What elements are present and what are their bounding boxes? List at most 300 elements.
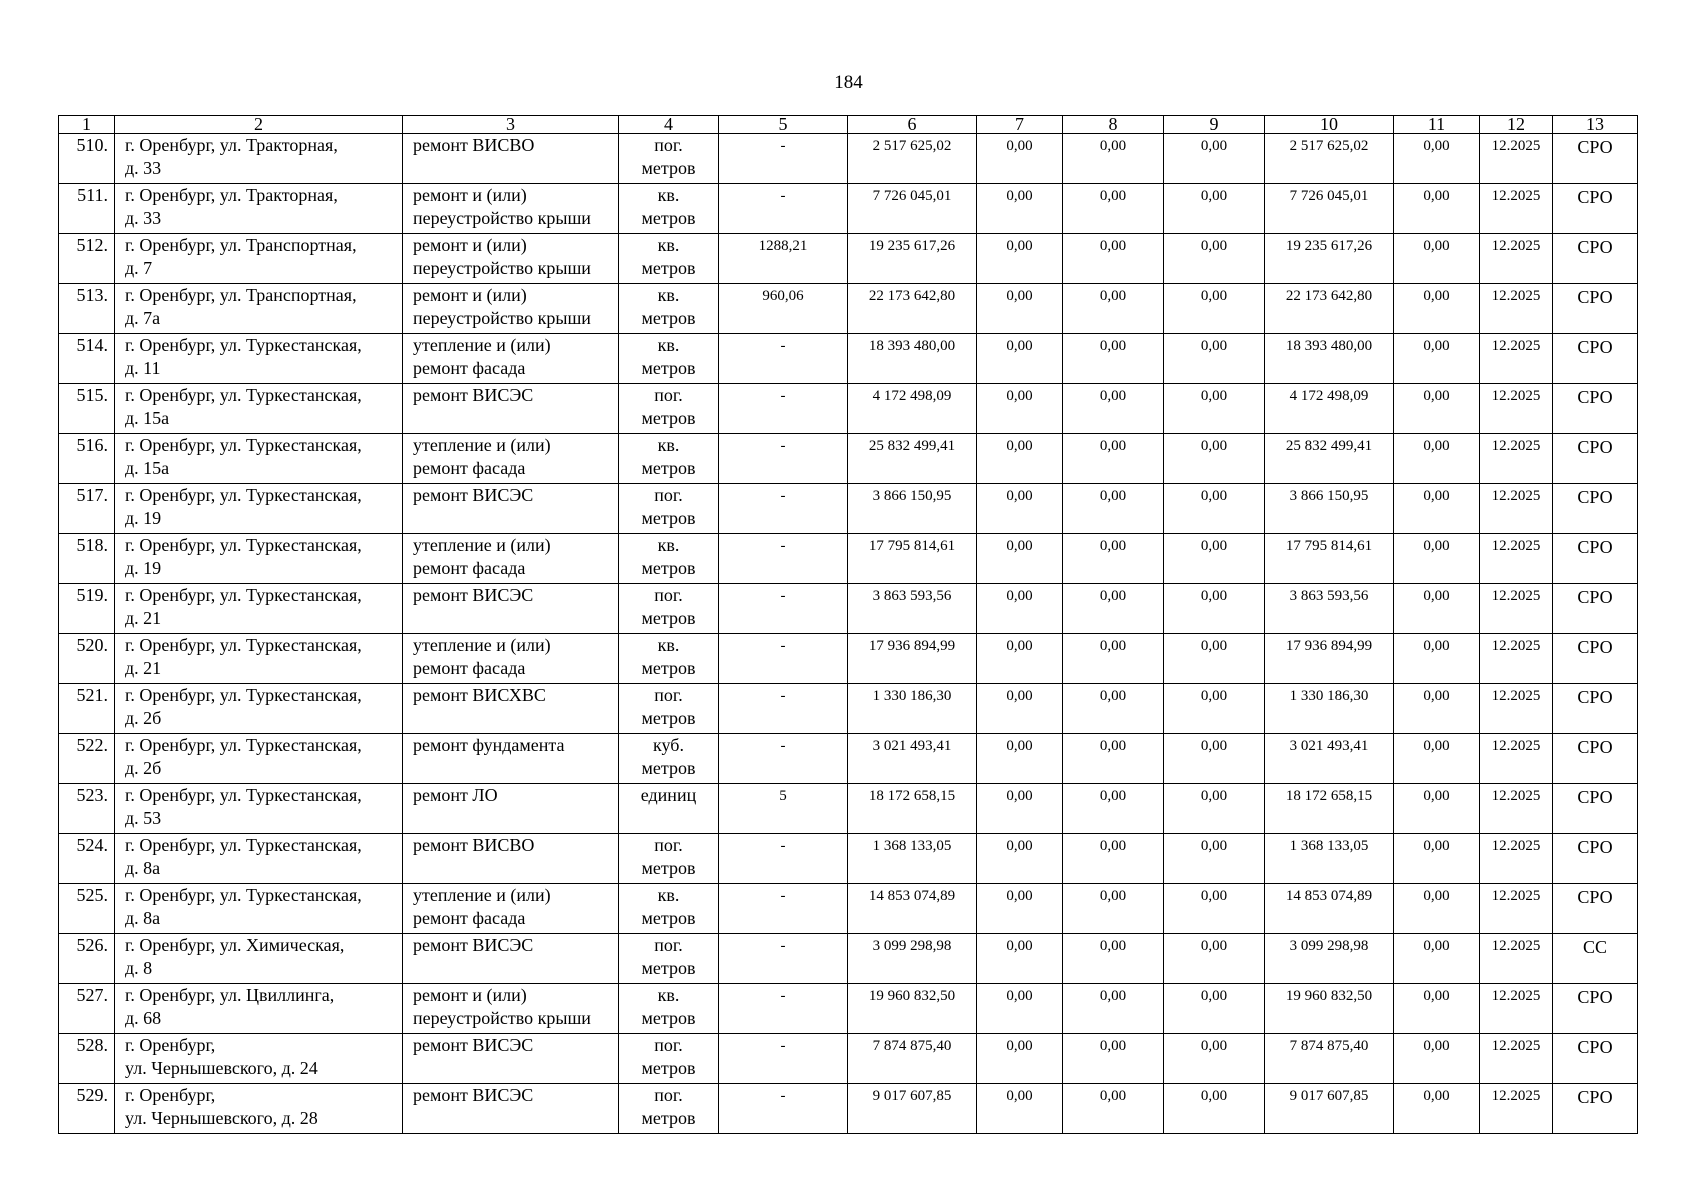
unit-line-1: пог. (654, 585, 683, 605)
address-cell (115, 284, 403, 334)
unit-cell (619, 934, 719, 984)
header-cell: 1 (59, 116, 115, 134)
volume-cell: - (719, 584, 848, 634)
total-cost-cell: 1 330 186,30 (848, 684, 977, 734)
deadline-cell: 12.2025 (1480, 434, 1553, 484)
total-cost-cell: 3 866 150,95 (848, 484, 977, 534)
col11-cell: 0,00 (1394, 1034, 1480, 1084)
total-cost-cell: 1 368 133,05 (848, 834, 977, 884)
col8-cell: 0,00 (1063, 684, 1164, 734)
col10-cell: 7 874 875,40 (1265, 1034, 1394, 1084)
unit-line-2: метров (641, 358, 696, 378)
deadline-cell: 12.2025 (1480, 334, 1553, 384)
work-type-line-1: утепление и (или) (413, 335, 551, 355)
row-number: 513. (59, 284, 115, 334)
fund-method-cell: СРО (1553, 284, 1638, 334)
table-row (59, 484, 1638, 534)
work-type-cell (403, 984, 619, 1034)
fund-method-cell: СС (1553, 934, 1638, 984)
work-type-cell (403, 384, 619, 434)
address-line-1: г. Оренбург, (125, 1085, 216, 1105)
table-row (59, 1084, 1638, 1134)
volume-cell: - (719, 634, 848, 684)
fund-method-cell: СРО (1553, 184, 1638, 234)
volume-cell: - (719, 134, 848, 184)
col10-cell: 4 172 498,09 (1265, 384, 1394, 434)
unit-cell (619, 784, 719, 834)
fund-method-cell: СРО (1553, 834, 1638, 884)
volume-cell: - (719, 534, 848, 584)
unit-line-2: метров (641, 258, 696, 278)
address-cell (115, 634, 403, 684)
address-line-2: ул. Чернышевского, д. 28 (125, 1108, 318, 1128)
col9-cell: 0,00 (1164, 784, 1265, 834)
row-number: 528. (59, 1034, 115, 1084)
work-type-cell (403, 734, 619, 784)
col11-cell: 0,00 (1394, 584, 1480, 634)
row-number: 526. (59, 934, 115, 984)
col10-cell: 1 368 133,05 (1265, 834, 1394, 884)
unit-line-2: метров (641, 1108, 696, 1128)
unit-cell (619, 434, 719, 484)
col10-cell: 3 866 150,95 (1265, 484, 1394, 534)
work-type-cell (403, 134, 619, 184)
col10-cell: 25 832 499,41 (1265, 434, 1394, 484)
col10-cell: 9 017 607,85 (1265, 1084, 1394, 1134)
unit-cell (619, 334, 719, 384)
fund-method-cell: СРО (1553, 1034, 1638, 1084)
unit-line-1: пог. (654, 135, 683, 155)
table-row (59, 984, 1638, 1034)
deadline-cell: 12.2025 (1480, 534, 1553, 584)
volume-cell: - (719, 884, 848, 934)
works-table (58, 115, 1638, 1134)
header-cell: 11 (1394, 116, 1480, 134)
total-cost-cell: 9 017 607,85 (848, 1084, 977, 1134)
table-row (59, 684, 1638, 734)
address-line-1: г. Оренбург, ул. Туркестанская, (125, 585, 362, 605)
unit-line-2: метров (641, 1008, 696, 1028)
unit-cell (619, 884, 719, 934)
table-row (59, 884, 1638, 934)
unit-line-2: метров (641, 508, 696, 528)
unit-line-1: пог. (654, 1085, 683, 1105)
col8-cell: 0,00 (1063, 1084, 1164, 1134)
address-line-2: д. 7а (125, 308, 161, 328)
row-number: 522. (59, 734, 115, 784)
address-line-1: г. Оренбург, ул. Туркестанская, (125, 485, 362, 505)
deadline-cell: 12.2025 (1480, 634, 1553, 684)
total-cost-cell: 18 393 480,00 (848, 334, 977, 384)
col8-cell: 0,00 (1063, 734, 1164, 784)
address-line-2: д. 8а (125, 858, 161, 878)
work-type-line-1: ремонт и (или) (413, 185, 527, 205)
volume-cell: - (719, 684, 848, 734)
col9-cell: 0,00 (1164, 234, 1265, 284)
row-number: 521. (59, 684, 115, 734)
volume-cell: - (719, 984, 848, 1034)
address-line-1: г. Оренбург, ул. Цвиллинга, (125, 985, 335, 1005)
table-row (59, 534, 1638, 584)
unit-line-2: метров (641, 958, 696, 978)
unit-line-2: метров (641, 658, 696, 678)
row-number: 511. (59, 184, 115, 234)
work-type-line-1: ремонт фундамента (413, 735, 565, 755)
unit-cell (619, 984, 719, 1034)
col9-cell: 0,00 (1164, 684, 1265, 734)
work-type-cell (403, 784, 619, 834)
deadline-cell: 12.2025 (1480, 384, 1553, 434)
fund-method-cell: СРО (1553, 334, 1638, 384)
address-line-2: д. 8 (125, 958, 153, 978)
col9-cell: 0,00 (1164, 484, 1265, 534)
row-number: 515. (59, 384, 115, 434)
col10-cell: 7 726 045,01 (1265, 184, 1394, 234)
unit-line-1: кв. (657, 985, 680, 1005)
fund-method-cell: СРО (1553, 734, 1638, 784)
col9-cell: 0,00 (1164, 1034, 1265, 1084)
address-line-1: г. Оренбург, ул. Туркестанская, (125, 435, 362, 455)
deadline-cell: 12.2025 (1480, 134, 1553, 184)
unit-line-2: метров (641, 458, 696, 478)
fund-method-cell: СРО (1553, 634, 1638, 684)
col9-cell: 0,00 (1164, 134, 1265, 184)
address-cell (115, 484, 403, 534)
table-row (59, 384, 1638, 434)
unit-line-1: пог. (654, 935, 683, 955)
fund-method-cell: СРО (1553, 1084, 1638, 1134)
col10-cell: 18 393 480,00 (1265, 334, 1394, 384)
col7-cell: 0,00 (977, 734, 1063, 784)
deadline-cell: 12.2025 (1480, 184, 1553, 234)
total-cost-cell: 7 726 045,01 (848, 184, 977, 234)
col11-cell: 0,00 (1394, 934, 1480, 984)
col8-cell: 0,00 (1063, 884, 1164, 934)
address-line-1: г. Оренбург, ул. Туркестанская, (125, 635, 362, 655)
work-type-cell (403, 634, 619, 684)
col11-cell: 0,00 (1394, 384, 1480, 434)
col11-cell: 0,00 (1394, 484, 1480, 534)
volume-cell: - (719, 184, 848, 234)
volume-cell: 5 (719, 784, 848, 834)
address-cell (115, 234, 403, 284)
work-type-cell (403, 184, 619, 234)
col11-cell: 0,00 (1394, 684, 1480, 734)
work-type-cell (403, 284, 619, 334)
col10-cell: 3 863 593,56 (1265, 584, 1394, 634)
unit-line-1: пог. (654, 385, 683, 405)
col9-cell: 0,00 (1164, 284, 1265, 334)
fund-method-cell: СРО (1553, 984, 1638, 1034)
col7-cell: 0,00 (977, 984, 1063, 1034)
unit-cell (619, 284, 719, 334)
unit-cell (619, 134, 719, 184)
address-cell (115, 984, 403, 1034)
header-cell: 2 (115, 116, 403, 134)
table-row (59, 634, 1638, 684)
col10-cell: 14 853 074,89 (1265, 884, 1394, 934)
fund-method-cell: СРО (1553, 784, 1638, 834)
total-cost-cell: 17 795 814,61 (848, 534, 977, 584)
work-type-cell (403, 334, 619, 384)
deadline-cell: 12.2025 (1480, 1034, 1553, 1084)
address-cell (115, 584, 403, 634)
unit-line-1: пог. (654, 485, 683, 505)
unit-cell (619, 1034, 719, 1084)
col10-cell: 18 172 658,15 (1265, 784, 1394, 834)
col10-cell: 22 173 642,80 (1265, 284, 1394, 334)
row-number: 514. (59, 334, 115, 384)
col11-cell: 0,00 (1394, 834, 1480, 884)
address-line-1: г. Оренбург, ул. Туркестанская, (125, 835, 362, 855)
unit-cell (619, 184, 719, 234)
col7-cell: 0,00 (977, 784, 1063, 834)
total-cost-cell: 3 863 593,56 (848, 584, 977, 634)
row-number: 529. (59, 1084, 115, 1134)
col11-cell: 0,00 (1394, 884, 1480, 934)
total-cost-cell: 19 235 617,26 (848, 234, 977, 284)
address-line-2: д. 15а (125, 458, 170, 478)
work-type-line-1: ремонт и (или) (413, 285, 527, 305)
address-line-1: г. Оренбург, ул. Транспортная, (125, 285, 357, 305)
volume-cell: - (719, 1084, 848, 1134)
row-number: 516. (59, 434, 115, 484)
col8-cell: 0,00 (1063, 334, 1164, 384)
unit-line-2: метров (641, 708, 696, 728)
deadline-cell: 12.2025 (1480, 484, 1553, 534)
row-number: 517. (59, 484, 115, 534)
volume-cell: 960,06 (719, 284, 848, 334)
table-row (59, 334, 1638, 384)
deadline-cell: 12.2025 (1480, 934, 1553, 984)
col8-cell: 0,00 (1063, 484, 1164, 534)
deadline-cell: 12.2025 (1480, 684, 1553, 734)
col8-cell: 0,00 (1063, 284, 1164, 334)
table-row (59, 184, 1638, 234)
volume-cell: 1288,21 (719, 234, 848, 284)
header-cell: 10 (1265, 116, 1394, 134)
col11-cell: 0,00 (1394, 634, 1480, 684)
header-row (59, 116, 1638, 134)
work-type-line-1: ремонт ВИСХВС (413, 685, 546, 705)
work-type-line-1: ремонт ВИСВО (413, 835, 535, 855)
unit-line-1: кв. (657, 435, 680, 455)
work-type-line-2: ремонт фасада (413, 658, 526, 678)
unit-cell (619, 834, 719, 884)
work-type-line-1: ремонт ВИСЭС (413, 1035, 534, 1055)
total-cost-cell: 14 853 074,89 (848, 884, 977, 934)
col10-cell: 3 021 493,41 (1265, 734, 1394, 784)
unit-cell (619, 234, 719, 284)
row-number: 527. (59, 984, 115, 1034)
col10-cell: 19 235 617,26 (1265, 234, 1394, 284)
col9-cell: 0,00 (1164, 534, 1265, 584)
header-cell: 5 (719, 116, 848, 134)
table-row (59, 434, 1638, 484)
address-line-2: д. 21 (125, 658, 162, 678)
deadline-cell: 12.2025 (1480, 584, 1553, 634)
col7-cell: 0,00 (977, 534, 1063, 584)
header-cell: 4 (619, 116, 719, 134)
work-type-line-1: ремонт ВИСЭС (413, 385, 534, 405)
address-cell (115, 434, 403, 484)
table-row (59, 584, 1638, 634)
deadline-cell: 12.2025 (1480, 734, 1553, 784)
address-line-2: ул. Чернышевского, д. 24 (125, 1058, 318, 1078)
volume-cell: - (719, 834, 848, 884)
unit-line-1: кв. (657, 885, 680, 905)
col9-cell: 0,00 (1164, 1084, 1265, 1134)
address-line-1: г. Оренбург, ул. Туркестанская, (125, 535, 362, 555)
work-type-line-2: ремонт фасада (413, 458, 526, 478)
col11-cell: 0,00 (1394, 334, 1480, 384)
unit-line-2: метров (641, 208, 696, 228)
table-row (59, 134, 1638, 184)
col10-cell: 17 795 814,61 (1265, 534, 1394, 584)
col7-cell: 0,00 (977, 684, 1063, 734)
col11-cell: 0,00 (1394, 284, 1480, 334)
row-number: 525. (59, 884, 115, 934)
address-line-2: д. 33 (125, 158, 162, 178)
address-line-1: г. Оренбург, (125, 1035, 216, 1055)
col7-cell: 0,00 (977, 334, 1063, 384)
work-type-line-1: ремонт ВИСЭС (413, 935, 534, 955)
work-type-line-1: утепление и (или) (413, 635, 551, 655)
table-row (59, 934, 1638, 984)
unit-line-1: кв. (657, 235, 680, 255)
address-cell (115, 934, 403, 984)
address-line-2: д. 11 (125, 358, 161, 378)
unit-cell (619, 684, 719, 734)
address-cell (115, 734, 403, 784)
work-type-line-2: ремонт фасада (413, 358, 526, 378)
col9-cell: 0,00 (1164, 934, 1265, 984)
col9-cell: 0,00 (1164, 834, 1265, 884)
total-cost-cell: 2 517 625,02 (848, 134, 977, 184)
header-cell: 8 (1063, 116, 1164, 134)
work-type-line-1: ремонт ВИСЭС (413, 585, 534, 605)
address-line-2: д. 7 (125, 258, 153, 278)
col10-cell: 3 099 298,98 (1265, 934, 1394, 984)
work-type-line-2: ремонт фасада (413, 908, 526, 928)
col11-cell: 0,00 (1394, 984, 1480, 1034)
address-cell (115, 384, 403, 434)
col9-cell: 0,00 (1164, 584, 1265, 634)
total-cost-cell: 3 099 298,98 (848, 934, 977, 984)
unit-line-1: пог. (654, 835, 683, 855)
col11-cell: 0,00 (1394, 784, 1480, 834)
deadline-cell: 12.2025 (1480, 984, 1553, 1034)
deadline-cell: 12.2025 (1480, 234, 1553, 284)
col7-cell: 0,00 (977, 384, 1063, 434)
address-line-2: д. 19 (125, 508, 162, 528)
col11-cell: 0,00 (1394, 1084, 1480, 1134)
unit-line-2: метров (641, 158, 696, 178)
work-type-line-2: переустройство крыши (413, 1008, 591, 1028)
row-number: 523. (59, 784, 115, 834)
volume-cell: - (719, 734, 848, 784)
unit-line-2: метров (641, 858, 696, 878)
address-cell (115, 1034, 403, 1084)
total-cost-cell: 25 832 499,41 (848, 434, 977, 484)
address-cell (115, 884, 403, 934)
header-cell: 6 (848, 116, 977, 134)
unit-cell (619, 734, 719, 784)
row-number: 519. (59, 584, 115, 634)
unit-line-1: кв. (657, 335, 680, 355)
col9-cell: 0,00 (1164, 734, 1265, 784)
work-type-line-1: утепление и (или) (413, 885, 551, 905)
col7-cell: 0,00 (977, 1084, 1063, 1134)
address-line-1: г. Оренбург, ул. Туркестанская, (125, 785, 362, 805)
address-cell (115, 834, 403, 884)
address-line-2: д. 68 (125, 1008, 162, 1028)
unit-cell (619, 1084, 719, 1134)
col8-cell: 0,00 (1063, 984, 1164, 1034)
unit-line-2: метров (641, 608, 696, 628)
unit-line-2: метров (641, 1058, 696, 1078)
col7-cell: 0,00 (977, 934, 1063, 984)
col7-cell: 0,00 (977, 484, 1063, 534)
col7-cell: 0,00 (977, 884, 1063, 934)
deadline-cell: 12.2025 (1480, 784, 1553, 834)
work-type-cell (403, 834, 619, 884)
work-type-line-2: ремонт фасада (413, 558, 526, 578)
unit-line-2: метров (641, 308, 696, 328)
col7-cell: 0,00 (977, 1034, 1063, 1084)
fund-method-cell: СРО (1553, 234, 1638, 284)
col8-cell: 0,00 (1063, 534, 1164, 584)
header-cell: 12 (1480, 116, 1553, 134)
col9-cell: 0,00 (1164, 634, 1265, 684)
total-cost-cell: 4 172 498,09 (848, 384, 977, 434)
volume-cell: - (719, 484, 848, 534)
volume-cell: - (719, 1034, 848, 1084)
row-number: 524. (59, 834, 115, 884)
col9-cell: 0,00 (1164, 434, 1265, 484)
address-line-2: д. 8а (125, 908, 161, 928)
work-type-cell (403, 234, 619, 284)
col7-cell: 0,00 (977, 584, 1063, 634)
unit-line-1: пог. (654, 1035, 683, 1055)
col8-cell: 0,00 (1063, 584, 1164, 634)
col10-cell: 1 330 186,30 (1265, 684, 1394, 734)
col8-cell: 0,00 (1063, 784, 1164, 834)
work-type-line-1: утепление и (или) (413, 435, 551, 455)
col11-cell: 0,00 (1394, 434, 1480, 484)
col11-cell: 0,00 (1394, 734, 1480, 784)
work-type-line-2: переустройство крыши (413, 208, 591, 228)
row-number: 520. (59, 634, 115, 684)
col9-cell: 0,00 (1164, 884, 1265, 934)
col8-cell: 0,00 (1063, 834, 1164, 884)
fund-method-cell: СРО (1553, 134, 1638, 184)
unit-line-2: метров (641, 558, 696, 578)
work-type-line-2: переустройство крыши (413, 258, 591, 278)
deadline-cell: 12.2025 (1480, 1084, 1553, 1134)
work-type-cell (403, 584, 619, 634)
col11-cell: 0,00 (1394, 184, 1480, 234)
volume-cell: - (719, 934, 848, 984)
volume-cell: - (719, 334, 848, 384)
unit-line-2: метров (641, 758, 696, 778)
col10-cell: 2 517 625,02 (1265, 134, 1394, 184)
address-cell (115, 784, 403, 834)
total-cost-cell: 22 173 642,80 (848, 284, 977, 334)
row-number: 510. (59, 134, 115, 184)
fund-method-cell: СРО (1553, 684, 1638, 734)
work-type-line-1: ремонт ВИСЭС (413, 485, 534, 505)
